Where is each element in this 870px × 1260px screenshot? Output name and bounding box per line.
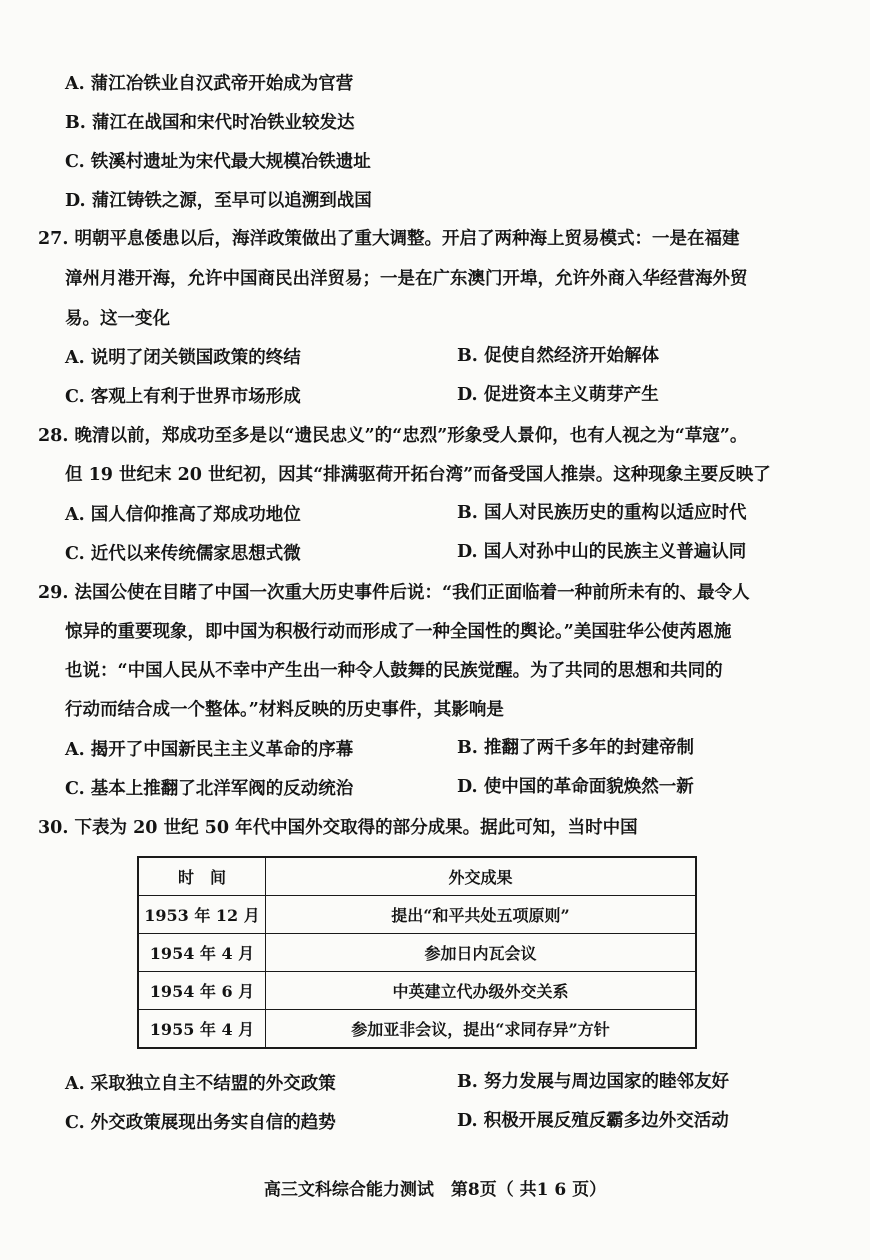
- q29-option-a: A. 揭开了中国新民主主义革命的序幕: [65, 740, 354, 760]
- table-header-row: [138, 857, 696, 896]
- diplomacy-results-table: [137, 856, 697, 1049]
- q30-stem: 30. 下表为 20 世纪 50 年代中国外交取得的部分成果。据此可知，当时中国: [38, 818, 638, 838]
- table-cell-result: 参加日内瓦会议: [266, 934, 697, 972]
- q27-stem-line-1: 27. 明朝平息倭患以后，海洋政策做出了重大调整。开启了两种海上贸易模式：一是在福建: [38, 229, 740, 249]
- q29-option-b: B. 推翻了两千多年的封建帝制: [457, 738, 694, 758]
- q30-option-b: B. 努力发展与周边国家的睦邻友好: [457, 1072, 729, 1092]
- q29-stem-line-3: 也说：“中国人民从不幸中产生出一种令人鼓舞的民族觉醒。为了共同的思想和共同的: [65, 661, 723, 681]
- table-row: [138, 896, 696, 934]
- q28-option-b: B. 国人对民族历史的重构以适应时代: [457, 503, 747, 523]
- q29-stem-line-4: 行动而结合成一个整体。”材料反映的历史事件，其影响是: [65, 700, 504, 720]
- q27-option-c: C. 客观上有利于世界市场形成: [65, 387, 301, 407]
- q28-stem-line-1: 28. 晚清以前，郑成功至多是以“遗民忠义”的“忠烈”形象受人景仰，也有人视之为“草寇”。: [38, 426, 748, 446]
- q28-option-d: D. 国人对孙中山的民族主义普遍认同: [457, 542, 747, 562]
- q26-option-d: D. 蒲江铸铁之源，至早可以追溯到战国: [65, 191, 372, 211]
- q29-stem-line-2: 惊异的重要现象，即中国为积极行动而形成了一种全国性的舆论。”美国驻华公使芮恩施: [65, 622, 732, 642]
- q27-option-a: A. 说明了闭关锁国政策的终结: [65, 348, 301, 368]
- q28-stem-line-2: 但 19 世纪末 20 世纪初，因其“排满驱荷开拓台湾”而备受国人推崇。这种现象主要反映了: [65, 465, 771, 485]
- q29-option-c: C. 基本上推翻了北洋军阀的反动统治: [65, 779, 354, 799]
- table-row: [138, 1010, 696, 1049]
- q28-option-a: A. 国人信仰推高了郑成功地位: [65, 505, 301, 525]
- table-row: [138, 934, 696, 972]
- table-header-time: 时 间: [138, 857, 266, 896]
- q29-option-d: D. 使中国的革命面貌焕然一新: [457, 777, 694, 797]
- table-cell-time: 1954 年 4 月: [138, 934, 266, 972]
- table-row: [138, 972, 696, 1010]
- q27-stem-line-2: 漳州月港开海，允许中国商民出洋贸易；一是在广东澳门开埠，允许外商入华经营海外贸: [65, 269, 748, 289]
- q27-option-b: B. 促使自然经济开始解体: [457, 346, 659, 366]
- q28-option-c: C. 近代以来传统儒家思想式微: [65, 544, 301, 564]
- q30-option-c: C. 外交政策展现出务实自信的趋势: [65, 1113, 336, 1133]
- q30-option-d: D. 积极开展反殖反霸多边外交活动: [457, 1111, 729, 1131]
- table-header-result: 外交成果: [266, 857, 697, 896]
- page-footer: 高三文科综合能力测试 第8页（ 共1 6 页）: [263, 1180, 607, 1200]
- q26-option-b: B. 蒲江在战国和宋代时冶铁业较发达: [65, 113, 355, 133]
- table-cell-time: 1954 年 6 月: [138, 972, 266, 1010]
- q26-option-c: C. 铁溪村遗址为宋代最大规模冶铁遗址: [65, 152, 371, 172]
- q26-option-a: A. 蒲江冶铁业自汉武帝开始成为官营: [65, 74, 354, 94]
- q27-option-d: D. 促进资本主义萌芽产生: [457, 385, 659, 405]
- table-cell-result: 参加亚非会议，提出“求同存异”方针: [266, 1010, 697, 1049]
- table-cell-result: 中英建立代办级外交关系: [266, 972, 697, 1010]
- q29-stem-line-1: 29. 法国公使在目睹了中国一次重大历史事件后说：“我们正面临着一种前所未有的、最令人: [38, 583, 750, 603]
- q30-option-a: A. 采取独立自主不结盟的外交政策: [65, 1074, 336, 1094]
- table-cell-time: 1955 年 4 月: [138, 1010, 266, 1049]
- table-cell-result: 提出“和平共处五项原则”: [266, 896, 697, 934]
- table-cell-time: 1953 年 12 月: [138, 896, 266, 934]
- q27-stem-line-3: 易。这一变化: [65, 309, 170, 329]
